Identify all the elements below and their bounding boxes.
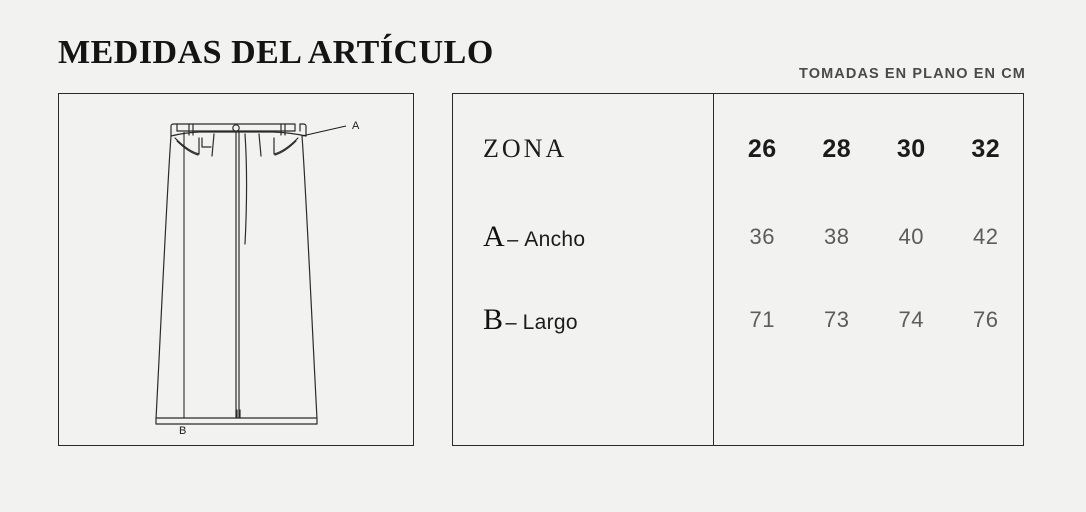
value-b-3: 76 — [973, 307, 999, 332]
size-header-1: 28 — [822, 134, 852, 163]
size-values-b — [713, 307, 1023, 333]
zone-letter-a: A — [483, 220, 506, 253]
size-values-a — [713, 224, 1023, 250]
skirt-technical-drawing — [59, 94, 413, 445]
measurement-note: TOMADAS EN PLANO EN CM — [799, 66, 1026, 82]
figure-label-a: A — [352, 120, 360, 132]
value-a-0: 36 — [749, 224, 775, 249]
zone-dash-b: – — [505, 312, 517, 334]
value-b-0: 71 — [749, 307, 775, 332]
table-header-row — [453, 108, 1023, 190]
value-b-2: 74 — [898, 307, 924, 332]
value-b-1: 73 — [824, 307, 850, 332]
measure-line-a — [302, 126, 346, 136]
figure-label-b: B — [179, 425, 187, 437]
page-title: MEDIDAS DEL ARTÍCULO — [58, 34, 494, 71]
size-header-3: 32 — [971, 134, 1001, 163]
value-a-3: 42 — [973, 224, 999, 249]
zone-cell-a — [453, 220, 713, 254]
size-header-0: 26 — [747, 134, 777, 163]
zone-letter-b: B — [483, 303, 504, 336]
size-header-2: 30 — [896, 134, 926, 163]
zone-header-cell — [453, 134, 713, 164]
zone-cell-b — [453, 303, 713, 337]
zone-header-label: ZONA — [483, 134, 568, 163]
size-table — [452, 93, 1024, 446]
size-header-cells — [713, 135, 1023, 164]
value-a-2: 40 — [898, 224, 924, 249]
value-a-1: 38 — [824, 224, 850, 249]
table-row — [453, 279, 1023, 361]
zone-dash-a: – — [507, 229, 519, 251]
table-row — [453, 196, 1023, 278]
garment-figure-panel — [58, 93, 414, 446]
zone-name-a: Ancho — [524, 228, 586, 251]
zone-name-b: Largo — [522, 311, 578, 334]
